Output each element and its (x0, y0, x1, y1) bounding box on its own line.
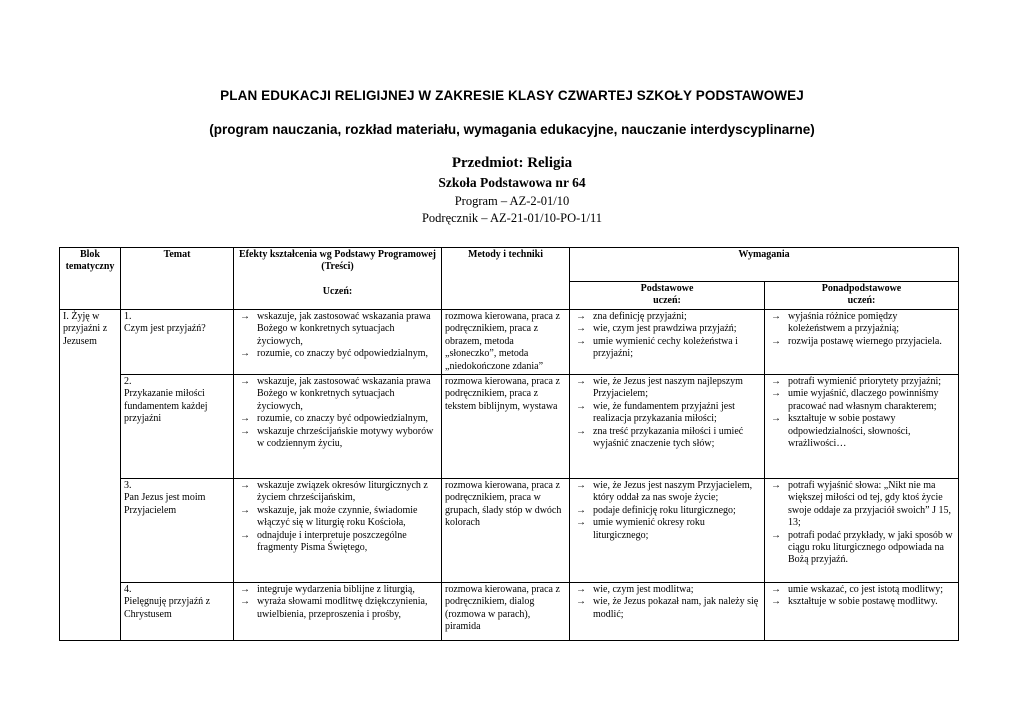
advanced-item-text: wyjaśnia różnice pomiędzy koleżeństwem a przyjaźnią; (788, 311, 900, 335)
arrow-right-icon: → (576, 335, 586, 347)
effects-list (237, 376, 438, 450)
arrow-right-icon: → (771, 388, 781, 400)
topic-title: Pielęgnuję przyjaźń z Chrystusem (124, 596, 211, 620)
effects-item-text: wskazuje związek okresów liturgicznych z życiem chrześcijańskim, (257, 480, 428, 504)
methods-cell: rozmowa kierowana, praca z podręcznikiem, dialog (rozmowa w parach), piramida (442, 583, 570, 641)
arrow-right-icon: → (576, 596, 586, 608)
effects-cell (234, 310, 442, 375)
arrow-right-icon: → (771, 584, 781, 596)
list-item (237, 480, 438, 505)
basic-item-text: zna treść przykazania miłości i umieć wyjaśnić znaczenie tych słów; (593, 425, 744, 450)
topic-number: 4. (124, 584, 132, 596)
table-body (60, 310, 959, 641)
list-item (237, 530, 438, 555)
topic-title: Czym jest przyjaźń? (124, 323, 206, 335)
list-item (573, 596, 761, 621)
header-methods: Metody i techniki (442, 248, 570, 310)
advanced-item-text: potrafi wymienić priorytety przyjaźni; (788, 376, 942, 388)
textbook-line: Podręcznik – AZ-21-01/10-PO-1/11 (421, 211, 603, 225)
table-row (60, 583, 959, 641)
advanced-list (768, 480, 955, 567)
basic-requirements-cell (570, 375, 765, 479)
basic-item-text: wie, że Jezus jest naszym najlepszym Przyjacielem; (593, 376, 743, 400)
topic-cell (121, 583, 234, 641)
arrow-right-icon: → (576, 517, 586, 529)
list-item (768, 584, 955, 596)
advanced-item-text: umie wskazać, co jest istotą modlitwy; (788, 584, 943, 596)
header-requirements: Wymagania (570, 248, 959, 282)
arrow-right-icon: → (240, 376, 250, 388)
effects-item-text: wskazuje, jak zastosować wskazania prawa Bożego w konkretnych sytuacjach życiowych, (257, 376, 431, 412)
advanced-list (768, 311, 955, 348)
basic-requirements-cell (570, 310, 765, 375)
table-row (60, 375, 959, 479)
list-item (573, 480, 761, 505)
effects-list (237, 584, 438, 621)
header-basic-sub: uczeń: (653, 295, 681, 307)
basic-list (573, 376, 761, 450)
list-item (573, 584, 761, 596)
advanced-item-text: potrafi podać przykłady, w jaki sposób w ciągu roku liturgicznego odpowiada na Bożą przyjaźń. (788, 529, 953, 566)
header-advanced (765, 282, 959, 310)
basic-list (573, 311, 761, 361)
topic-cell (121, 310, 234, 375)
header-effects-title: Efekty kształcenia wg Podstawy Programowej (Treści) (238, 249, 436, 273)
list-item (237, 505, 438, 530)
basic-list (573, 480, 761, 542)
list-item (237, 376, 438, 413)
topic-title: Pan Jezus jest moim Przyjacielem (124, 492, 206, 516)
basic-item-text: umie wymienić okresy roku liturgicznego; (593, 517, 705, 541)
list-item (768, 596, 955, 608)
list-item (237, 596, 438, 621)
list-item (573, 336, 761, 361)
arrow-right-icon: → (576, 480, 586, 492)
advanced-requirements-cell (765, 310, 959, 375)
arrow-right-icon: → (576, 400, 586, 412)
arrow-right-icon: → (576, 376, 586, 388)
list-item (768, 530, 955, 567)
basic-item-text: wie, że Jezus jest naszym Przyjacielem, który oddał za nas swoje życie; (593, 480, 753, 504)
topic-title: Przykazanie miłości fundamentem każdej przyjaźni (124, 388, 208, 425)
topic-number: 1. (124, 311, 132, 322)
advanced-item-text: potrafi wyjaśnić słowa: „Nikt nie ma większej miłości od tej, gdy ktoś życie swoje oddaje za przyjaciół swoich” J 15, 13; (788, 480, 952, 529)
list-item (768, 413, 955, 450)
basic-item-text: umie wymienić cechy koleżeństwa i przyjaźni; (593, 335, 738, 360)
arrow-right-icon: → (771, 596, 781, 608)
header-advanced-title: Ponadpodstawowe (821, 283, 902, 294)
table-row (60, 479, 959, 583)
arrow-right-icon: → (576, 504, 586, 516)
list-item (573, 505, 761, 517)
list-item (768, 480, 955, 530)
advanced-list (768, 584, 955, 609)
methods-cell: rozmowa kierowana, praca z podręcznikiem, praca z tekstem biblijnym, wystawa (442, 375, 570, 479)
effects-item-text: rozumie, co znaczy być odpowiedzialnym, (257, 348, 429, 360)
list-item (768, 336, 955, 348)
arrow-right-icon: → (240, 480, 250, 492)
list-item (573, 311, 761, 323)
topic-cell (121, 375, 234, 479)
basic-item-text: wie, że Jezus pokazał nam, jak należy się modlić; (593, 596, 759, 620)
arrow-right-icon: → (771, 376, 781, 388)
topic-cell (121, 479, 234, 583)
arrow-right-icon: → (240, 413, 250, 425)
arrow-right-icon: → (771, 529, 781, 541)
effects-list (237, 480, 438, 554)
effects-item-text: wskazuje chrześcijańskie motywy wyborów w codziennym życiu, (257, 425, 434, 450)
arrow-right-icon: → (576, 311, 586, 322)
effects-item-text: integruje wydarzenia biblijne z liturgią, (257, 584, 415, 596)
basic-item-text: podaje definicję roku liturgicznego; (593, 504, 736, 516)
methods-cell: rozmowa kierowana, praca z podręcznikiem, praca z obrazem, metoda „słoneczko”, metoda „niedokończone zdania” (442, 310, 570, 375)
arrow-right-icon: → (576, 323, 586, 335)
basic-item-text: wie, czym jest modlitwa; (593, 584, 694, 596)
effects-item-text: wyraża słowami modlitwę dziękczynienia, uwielbienia, przeproszenia i prośby, (257, 596, 428, 620)
arrow-right-icon: → (576, 425, 586, 437)
document-subtitle: (program nauczania, rozkład materiału, wymagania edukacyjne, nauczanie interdyscyplinarne) (209, 122, 815, 137)
arrow-right-icon: → (771, 413, 781, 425)
advanced-requirements-cell (765, 375, 959, 479)
list-item (768, 388, 955, 413)
list-item (237, 413, 438, 425)
list-item (237, 348, 438, 360)
curriculum-table (59, 247, 959, 641)
effects-item-text: odnajduje i interpretuje poszczególne fragmenty Pisma Świętego, (257, 529, 407, 554)
advanced-requirements-cell (765, 583, 959, 641)
list-item (237, 311, 438, 348)
basic-item-text: wie, że fundamentem przyjaźni jest realizacja przykazania miłości; (593, 400, 735, 425)
list-item (768, 376, 955, 388)
arrow-right-icon: → (771, 335, 781, 347)
arrow-right-icon: → (240, 596, 250, 608)
block-cell: I. Żyję w przyjaźni z Jezusem (60, 310, 121, 641)
arrow-right-icon: → (771, 311, 781, 322)
list-item (768, 311, 955, 336)
basic-list (573, 584, 761, 621)
effects-cell (234, 583, 442, 641)
effects-list (237, 311, 438, 361)
header-advanced-sub: uczeń: (847, 295, 876, 307)
effects-item-text: rozumie, co znaczy być odpowiedzialnym, (257, 413, 429, 425)
basic-item-text: wie, czym jest prawdziwa przyjaźń; (593, 323, 737, 335)
topic-number: 2. (124, 376, 132, 388)
arrow-right-icon: → (771, 480, 781, 492)
arrow-right-icon: → (576, 584, 586, 596)
table-row (60, 310, 959, 375)
basic-requirements-cell (570, 479, 765, 583)
subject-line: Przedmiot: Religia (451, 155, 573, 171)
topic-number: 3. (124, 480, 132, 492)
arrow-right-icon: → (240, 425, 250, 437)
advanced-item-text: umie wyjaśnić, dlaczego powinniśmy pracować nad własnym charakterem; (788, 388, 939, 412)
list-item (573, 401, 761, 426)
advanced-item-text: kształtuje w sobie postawy odpowiedzialności, słowności, wrażliwości… (788, 413, 911, 450)
effects-item-text: wskazuje, jak zastosować wskazania prawa Bożego w konkretnych sytuacjach życiowych, (257, 311, 431, 347)
arrow-right-icon: → (240, 584, 250, 596)
list-item (573, 426, 761, 451)
header-basic-title: Podstawowe (640, 283, 694, 294)
basic-item-text: zna definicję przyjaźni; (593, 311, 687, 322)
basic-requirements-cell (570, 583, 765, 641)
header-effects (234, 248, 442, 310)
advanced-item-text: rozwija postawę wiernego przyjaciela. (788, 335, 942, 347)
list-item (237, 426, 438, 451)
header-effects-sub: Uczeń: (322, 285, 353, 297)
arrow-right-icon: → (240, 348, 250, 360)
arrow-right-icon: → (240, 504, 250, 516)
header-basic (570, 282, 765, 310)
program-line: Program – AZ-2-01/10 (454, 194, 570, 208)
effects-item-text: wskazuje, jak może czynnie, świadomie włączyć się w liturgię roku Kościoła, (257, 504, 418, 529)
effects-cell (234, 375, 442, 479)
list-item (573, 376, 761, 401)
list-item (237, 584, 438, 596)
header-topic: Temat (121, 248, 234, 310)
document-title: PLAN EDUKACJI RELIGIJNEJ W ZAKRESIE KLASY CZWARTEJ SZKOŁY PODSTAWOWEJ (220, 88, 804, 103)
list-item (573, 517, 761, 542)
advanced-requirements-cell (765, 479, 959, 583)
arrow-right-icon: → (240, 529, 250, 541)
effects-cell (234, 479, 442, 583)
header-block: Blok tematyczny (60, 248, 121, 310)
methods-cell: rozmowa kierowana, praca z podręcznikiem, praca w grupach, ślady stóp w dwóch kolorach (442, 479, 570, 583)
school-line: Szkoła Podstawowa nr 64 (438, 175, 586, 190)
arrow-right-icon: → (240, 311, 250, 322)
list-item (573, 323, 761, 335)
advanced-item-text: kształtuje w sobie postawę modlitwy. (788, 596, 938, 608)
advanced-list (768, 376, 955, 450)
